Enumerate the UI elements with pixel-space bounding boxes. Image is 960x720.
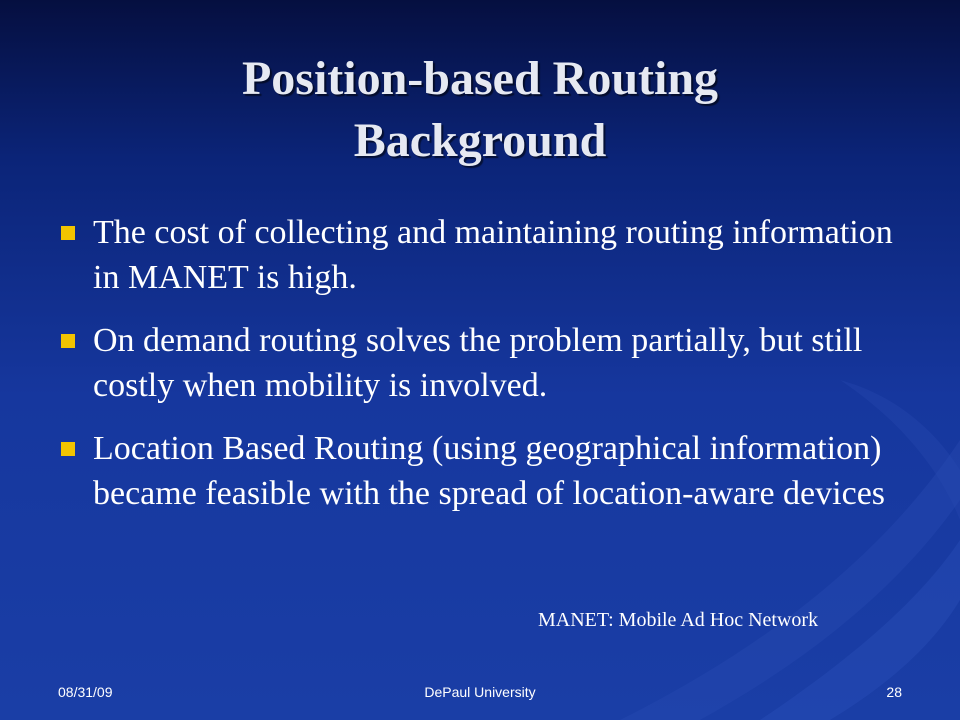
bullet-text-3: Location Based Routing (using geographical information) became feasible with the spread of location-aware devices [93, 430, 886, 512]
bullet-item-3 [58, 426, 908, 516]
bullet-list [58, 210, 908, 534]
footnote: MANET: Mobile Ad Hoc Network [538, 609, 819, 631]
bullet-text-1: The cost of collecting and maintaining routing information in MANET is high. [93, 214, 893, 296]
footer-page-number: 28 [886, 684, 902, 700]
footer-organization: DePaul University [424, 684, 536, 700]
square-bullet-icon [61, 442, 75, 456]
footer-date: 08/31/09 [58, 684, 113, 700]
slide-title [80, 48, 880, 172]
slide-title-line1: Position-based Routing [241, 52, 719, 105]
square-bullet-icon [61, 334, 75, 348]
bullet-item-2 [58, 318, 908, 408]
bullet-text-2: On demand routing solves the problem partially, but still costly when mobility is involved. [93, 322, 863, 404]
slide-title-line2: Background [353, 114, 607, 167]
square-bullet-icon [61, 226, 75, 240]
bullet-item-1 [58, 210, 908, 300]
